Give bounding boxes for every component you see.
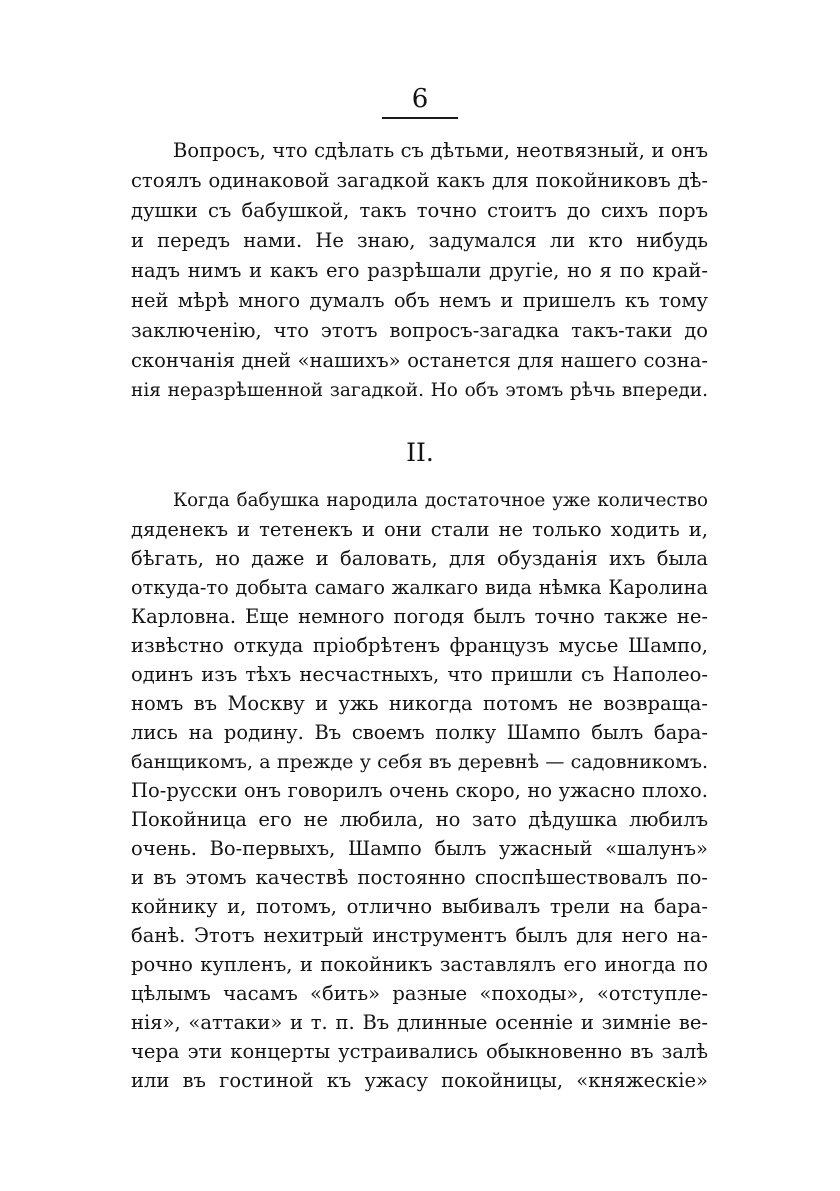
text-line: заключенію, что этотъ вопросъ-загадка такъ-таки до xyxy=(131,319,708,342)
text-line: и передъ нами. Не знаю, задумался ли кто нибудь xyxy=(131,229,708,252)
text-line: скончанія дней «нашихъ» останется для нашего созна- xyxy=(131,349,708,372)
text-line: чера эти концерты устраивались обыкновенно въ залѣ xyxy=(131,1040,708,1063)
text-line: или въ гостиной къ ужасу покойницы, «княжескіе» xyxy=(131,1069,708,1092)
text-line: Когда бабушка народила достаточное уже количество xyxy=(173,490,708,511)
text-line: банѣ. Этотъ нехитрый инструментъ былъ для него на- xyxy=(131,924,708,947)
text-line: лись на родину. Въ своемъ полку Шампо былъ бара- xyxy=(131,721,708,744)
text-line: откуда-то добыта самаго жалкаго вида нѣмка Каролина xyxy=(131,576,708,599)
text-line: По-русски онъ говорилъ очень скоро, но ужасно плохо. xyxy=(131,779,708,802)
section-heading: II. xyxy=(406,438,434,467)
text-line: Вопросъ, что сдѣлать съ дѣтьми, неотвязный, и онъ xyxy=(173,139,708,162)
text-line: извѣстно откуда пріобрѣтенъ французъ мусье Шампо, xyxy=(131,634,708,657)
text-line: ней мѣрѣ много думалъ объ немъ и пришелъ къ тому xyxy=(131,289,708,312)
text-line: и въ этомъ качествѣ постоянно споспѣшествовалъ по- xyxy=(131,866,708,889)
text-line: банщикомъ, а прежде у себя въ деревнѣ — садовникомъ. xyxy=(131,751,708,773)
text-line: бѣгать, но даже и баловать, для обузданія ихъ была xyxy=(131,547,708,570)
text-line: одинъ изъ тѣхъ несчастныхъ, что пришли съ Наполео- xyxy=(131,663,708,686)
text-line: нія неразрѣшенной загадкой. Но объ этомъ рѣчь впереди. xyxy=(131,380,708,401)
text-line: нія», «аттаки» и т. п. Въ длинные осенніе и зимніе ве- xyxy=(131,1011,708,1034)
text-line: стоялъ одинаковой загадкой какъ для покойниковъ дѣ- xyxy=(131,169,708,192)
text-line: душки съ бабушкой, такъ точно стоитъ до сихъ поръ xyxy=(131,199,708,222)
text-line: койнику и, потомъ, отлично выбивалъ трели на бара- xyxy=(131,895,708,918)
text-line: цѣлымъ часамъ «бить» разные «походы», «отступле- xyxy=(131,982,708,1005)
text-line: очень. Во-первыхъ, Шампо былъ ужасный «шалунъ» xyxy=(131,837,708,860)
text-line: Карловна. Еще немного погодя былъ точно также не- xyxy=(131,605,708,628)
page-number-rule xyxy=(382,117,458,119)
text-line: надъ нимъ и какъ его разрѣшали другіе, но я по край- xyxy=(131,259,708,282)
text-line: рочно купленъ, и покойникъ заставлялъ его иногда по xyxy=(131,953,708,976)
text-line: дяденекъ и тетенекъ и они стали не только ходить и, xyxy=(131,518,708,541)
text-line: Покойница его не любила, но зато дѣдушка любилъ xyxy=(131,808,708,831)
text-line: номъ въ Москву и ужь никогда потомъ не возвраща- xyxy=(131,692,708,715)
page-number: 6 xyxy=(411,84,429,114)
